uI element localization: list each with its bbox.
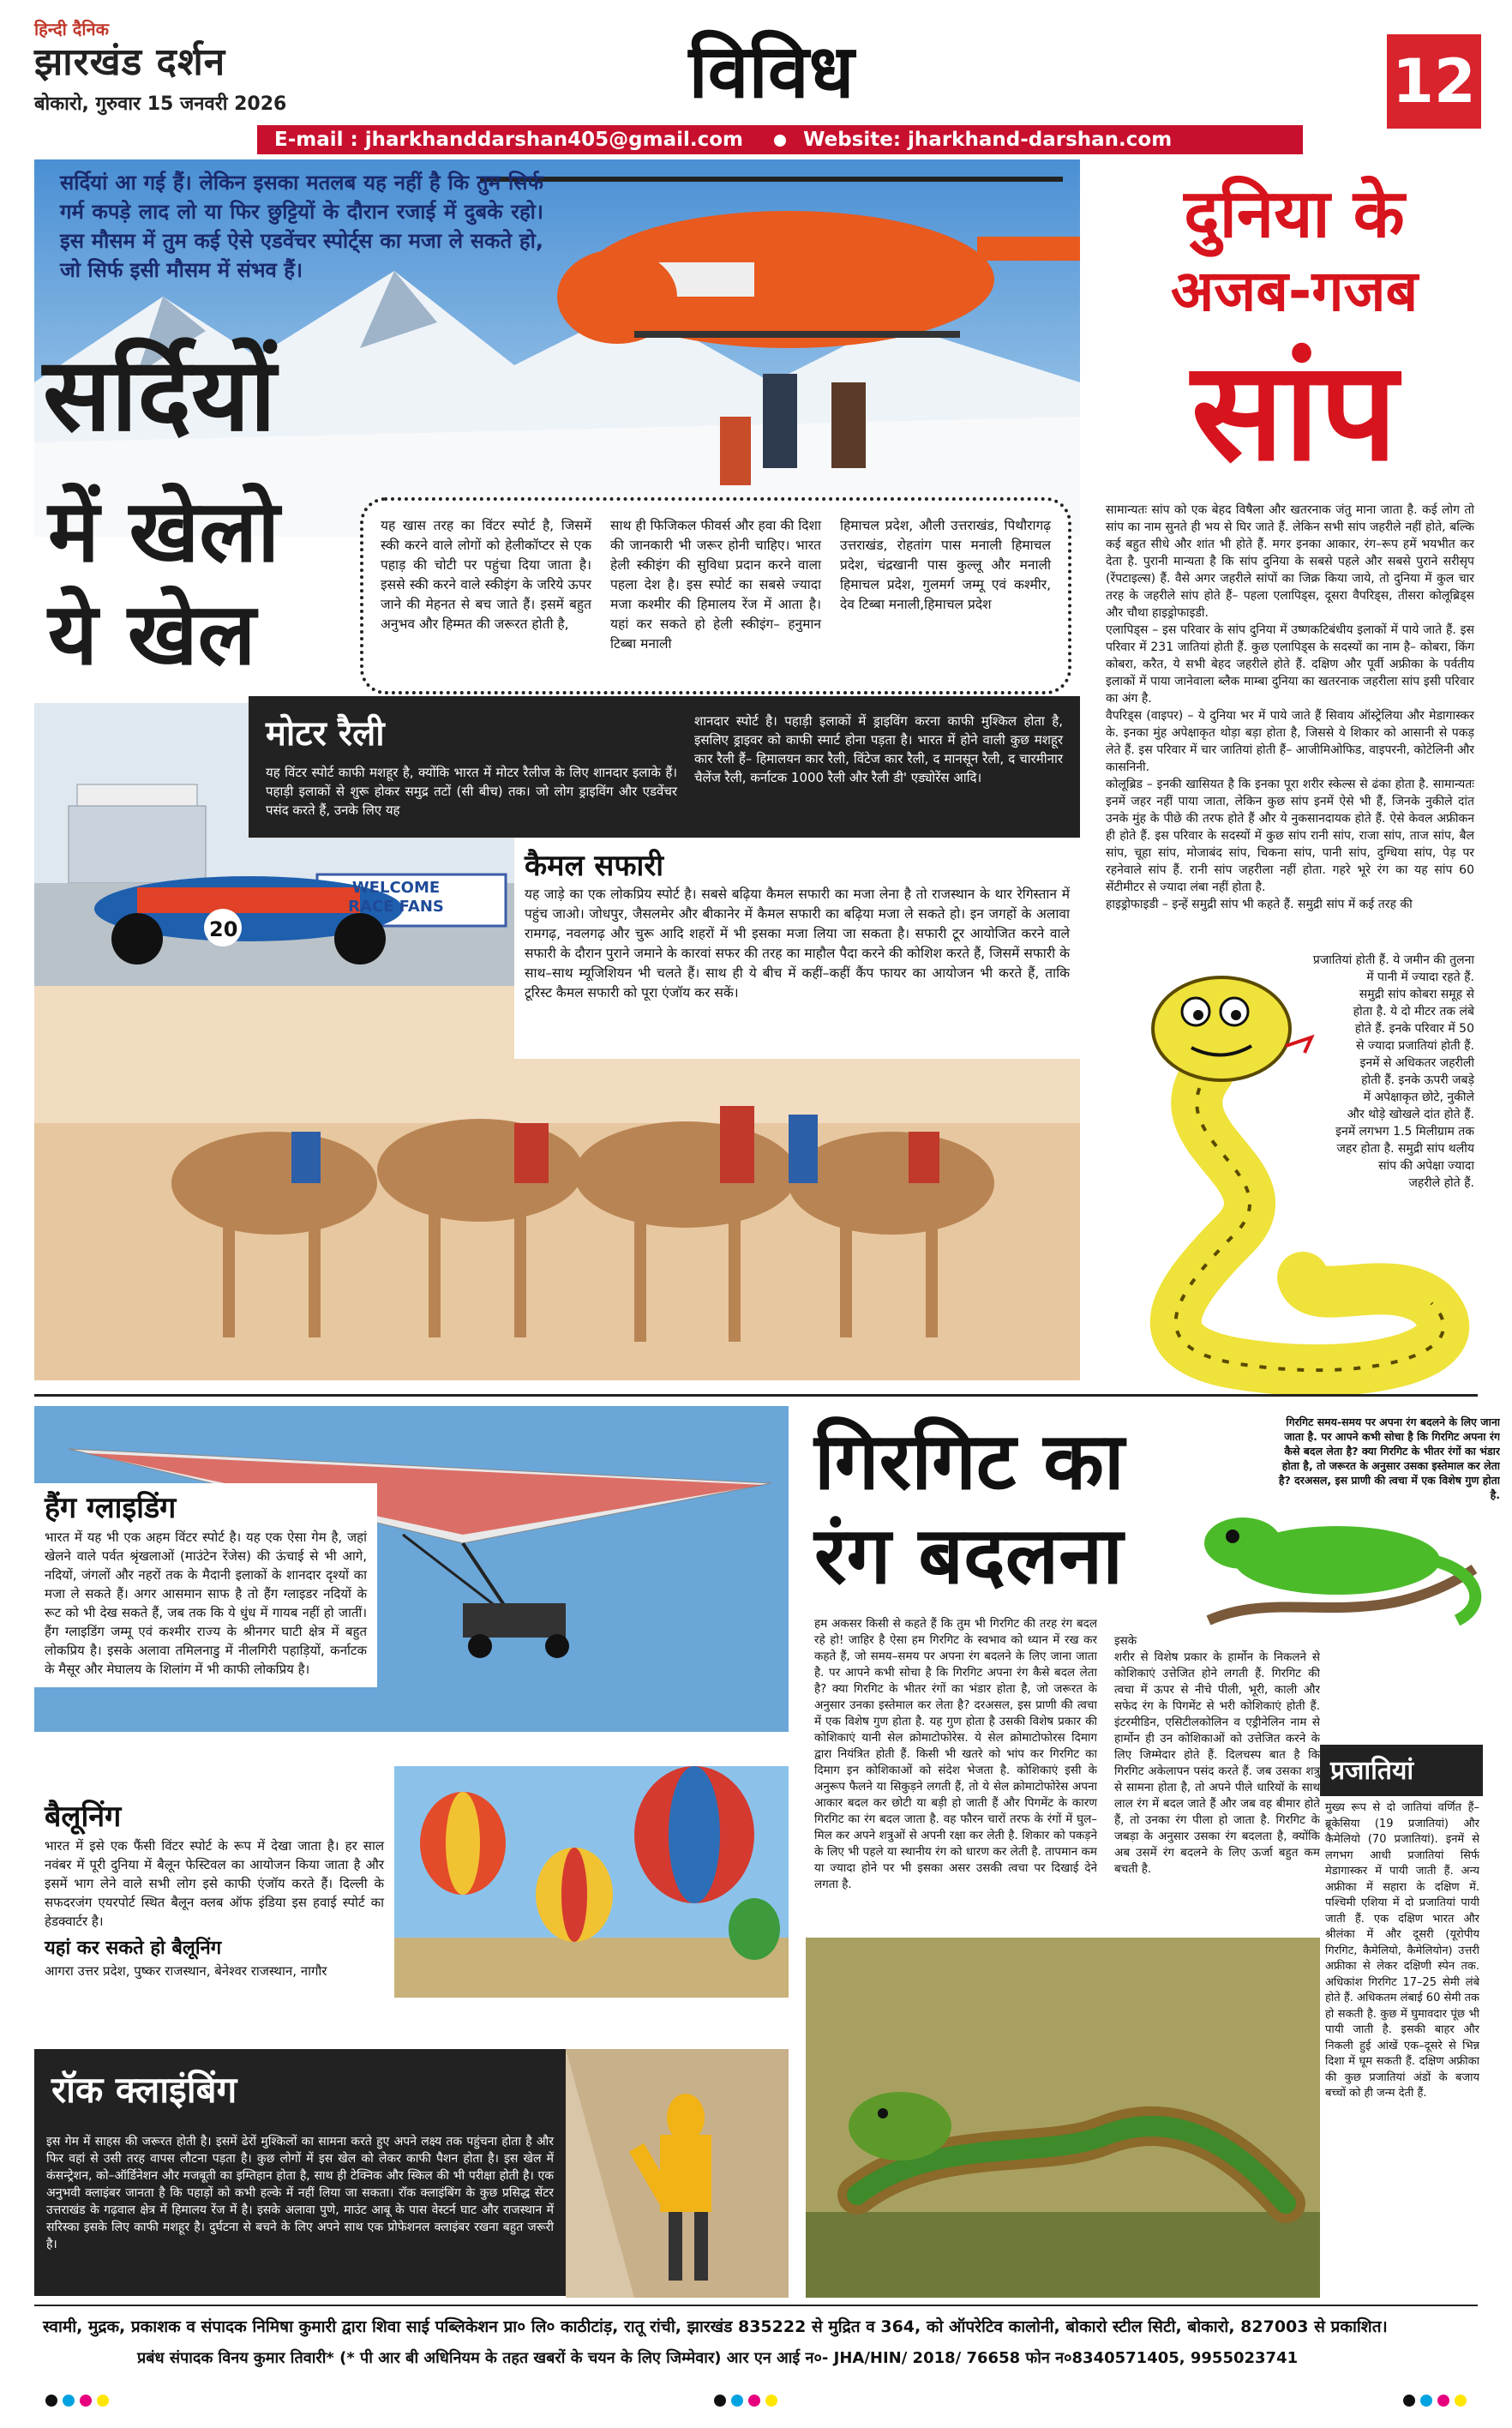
footer-rule [34,2305,1478,2306]
rock-climbing-heading: रॉक क्लाइंबिंग [51,2069,237,2111]
brand-name: झारखंड दर्शन [34,40,226,84]
heli-col-1: यह खास तरह का विंटर स्पोर्ट है, जिसमें स्की करने वाले लोगों को हेलीकॉप्टर से एक पहाड़ की चोटी पर पहुंचा दिया जाता है। इससे स्की करने वाले स्कीइंग के जरिये ऊपर जाने की मेहनत से बच जाते हैं। इसमें बहुत अनुभव और हिम्मत की जरूरत होती है, [381,518,591,632]
snakes-para-3: वैपरिड्स (वाइपर) – ये दुनिया भर में पाये जाते हैं सिवाय ऑस्ट्रेलिया और मेडागास्कर के. इनका मुंह अपेक्षाकृत थोड़ा बड़ा होता है, जिससे ये शिकार को आसानी से पकड़ लेते हैं. इस परिवार में चार जातियां होती हैं– आजीमिओफिड, वाइपरनी, कोटेलिनी और कासनिनी. [1106,709,1474,774]
snakes-para-5-line: सांप की अपेक्षा ज्यादा [1378,1159,1474,1173]
snakes-title-line3: सांप [1191,331,1398,491]
snakes-para-5-line: प्रजातियां होती हैं. ये जमीन की तुलना [1312,953,1474,967]
winter-title-line2: में खेलो [48,481,280,581]
heli-col-3: हिमाचल प्रदेश, औली उत्तराखंड, पिथौरागढ़ उत्तराखंड, रोहतांग पास मनाली हिमाचल प्रदेश, चंद्रखानी पास कुल्लू और मनाली हिमाचल प्रदेश, गुलमर्ग जम्मू एवं कश्मीर, देव टिब्बा मनाली,हिमाचल प्रदेश [840,518,1051,612]
chameleon-body: हम अकसर किसी से कहते हैं कि तुम भी गिरगिट की तरह रंग बदल रहे हो! जाहिर है ऐसा हम गिरगिट के स्वभाव को ध्यान में रख कर कहते हैं, जो समय–समय पर अपना रंग बदलने के लिए जाना जाता है. पर आपने कभी सोचा है कि गिरगिट अपना रंग कैसे बदल लेता है? क्या गिरगिट के भीतर रंगों का भंडार होता है, जो जरूरत के अनुसार उनका इस्तेमाल कर लेता है? दरअसल, इस प्राणी की त्वचा में एक विशेष गुण होता है. यह गुण होता है उसकी विशेष प्रकार की कोशिकाएं यानी सेल क्रोमाटोफोरेस. ये सेल क्रोमाटोफोरस दिमाग द्वारा नियंत्रित होती हैं. किसी भी खतरे को भांप कर गिरगिट का दिमाग इन कोशिकाओं को संदेश भेजता है. कोशिकाएं इसी के अनुरूप फैलने या सिकुड़ने लगती हैं, तो ये सेल क्रोमाटोफोरेस अपना आकार बदल कर छोटी या बड़ी हो जाती हैं और पिगमेंट के कारण गिरगिट का रंग बदल जाता है. वह फौरन चारों तरफ के रंगों में घुल–मिल कर अपने शत्रुओं से अपनी रक्षा कर लेती है. शिकार को पकड़ने के लिए भी पहले या स्थानीय रंग को धारण कर लेती है. तापमान कम या ज्यादा होने पर भी इसका असर उसकी त्वचा पर दिखाई देने लगता है. [814,1617,1097,1891]
camel-safari-heading: कैमल सफारी [525,849,664,883]
snakes-para-5-line: और थोड़े खोखले दांत होते हैं. [1347,1108,1474,1121]
species-heading-box [1320,1745,1483,1796]
chameleon-body2-box [1114,1633,1320,1916]
hang-gliding-text: भारत में यह भी एक अहम विंटर स्पोर्ट है। यह एक ऐसा गेम है, जहां खेलने वाले पर्वत श्रृंखलाओं (माउंटेन रेंजेस) की ऊंचाई से भी आगे, नदियों, जंगलों और नहरों तक के मैदानी इलाकों के शानदार दृश्यों का मजा ले सकते हैं। अगर आसमान साफ है तो हैंग ग्लाइडर नदियों के रूट को भी देख सकते हैं, जब तक कि ये धुंध में गायब नहीं हो जातीं। हैंग ग्लाइडिंग जम्मू एवं कश्मीर राज्य के श्रीनगर घाटी क्षेत्र में बहुत लोकप्रिय है। इसके अलावा तमिलनाडु में नीलगिरी पहाड़ियों, कर्नाटक के मैसूर और मेघालय के शिलांग में भी काफी लोकप्रिय है। [45,1530,367,1677]
page-number: 12 [1387,34,1481,129]
snakes-para-4: कोलूब्रिड – इनकी खासियत है कि इनका पूरा शरीर स्केल्स से ढंका होता है. सामान्यतः इनमें जहर नहीं पाया जाता, लेकिन कुछ सांप इनमें ऐसे भी हैं, जिनके नुकीले दांत उनके मुंह के पीछे की तरफ होते हैं और ये नुकसानदायक होते हैं. ऐसे केवल अफ्रीकन ही होते हैं. इस परिवार के सदस्यों में कुछ सांप रानी सांप, राजा सांप, ताज सांप, बैल सांप, चूहा सांप, मोजाबंद सांप, चिकना सांप, पानी सांप, दुग्धिया सांप, पेड़ पर रहनेवाले सांप हैं. रानी सांप जहरीला नहीं होता. गहरे भूरे रंग का यह सांप 60 सेंटीमीटर से ज्यादा लंबा नहीं होता है. [1106,778,1474,894]
chameleon-side-note-box [1269,1415,1500,1603]
intro-text: सर्दियां आ गई हैं। लेकिन इसका मतलब यह नहीं है कि तुम सिर्फ गर्म कपड़े लाद लो या फिर छुट्टियों के दौरान रजाई में दुबके रहो। इस मौसम में तुम कई ऐसे एडवेंचर स्पोर्ट्स का मजा ले सकते हो, जो सिर्फ इसी मौसम में संभव हैं। [60,171,543,282]
snakes-para-1: सामान्यतः सांप को एक बेहद विषैला और खतरनाक जंतु माना जाता है. कई लोग तो सांप का नाम सुनते ही भय से घिर जाते हैं. लेकिन सभी सांप जहरीले नहीं होते, बल्कि कई बहुत सीधे और शांत भी होते हैं. मगर इनका आकार, रंग–रूप हमें भयभीत कर देता है. पुरानी मान्यता है कि सांप दुनिया के सबसे पहले और सबसे पुराने सरीसृप (रेंपटाइल्स) हैं. वैसे अगर जहरीले सांपों का जिक्र किया जाये, तो दुनिया में कुल चार तरह के जहरीले सांप होते हैं– पहला एलापिड्स, दूसरा वैपरिड्स, तीसरा कोलूब्रिड्स और चौथा हाइड्रोफाइडी. [1106,503,1474,620]
snakes-para-5-line: समुद्री सांप कोबरा समूह से [1359,988,1474,1001]
intro-panel [34,159,557,305]
chameleon-side-note: गिरगिट समय-समय पर अपना रंग बदलने के लिए जाना जाता है. पर आपने कभी सोचा है कि गिरगिट अपना रंग कैसे बदल लेता है? क्या गिरगिट के भीतर रंगों का भंडार होता है, तो जरूरत के अनुसार उसका इस्तेमाल कर लेता है? दरअसल, इस प्राणी की त्वचा में एक विशेष गुण होता है. [1278,1415,1500,1501]
winter-title-line3: ये खेल [48,584,256,684]
motor-rally-heading: मोटर रैली [266,714,385,754]
snakes-para-5: हाइड्रोफाइडी – इन्हें समुद्री सांप भी कहते हैं. समुद्री सांप में कई तरह की [1106,898,1413,911]
website-text: Website: jharkhand-darshan.com [803,129,1173,151]
ballooning-text: भारत में इसे एक फैंसी विंटर स्पोर्ट के रूप में देखा जाता है। हर साल नवंबर में पूरी दुनिया में बैलून फेस्टिवल का आयोजन किया जाता है और इसमें भाग लेने वाले सभी लोग इसे काफी एंजॉय करते हैं। दिल्ली के सफदरजंग एयरपोर्ट स्थित बैलून क्लब ऑफ इंडिया इस हवाई स्पोर्ट का हेडक्वार्टर है। [45,1838,384,1929]
species-text-box [1325,1800,1479,2298]
rock-climbing-text-box [34,2128,566,2296]
snakes-para-2: एलापिड्स – इस परिवार के सांप दुनिया में उष्णकटिबंधीय इलाकों में पाये जाते हैं. इस परिवार में 231 जातियां होती हैं. कुछ एलापिड्स के सदस्यों का नाम है– कोबरा, किंग कोबरा, करैत, ये सभी बेहद जहरीले होते हैं. दक्षिण और पूर्वी अफ्रीका के पर्वतीय इलाकों में पाया जानेवाला ब्लैक माम्बा दुनिया का खतरनाक जहरीला सांप इसी परिवार का अंग है. [1106,623,1474,706]
chameleon-body2-lead: इसके [1114,1634,1137,1648]
section-divider [34,1394,1478,1397]
rock-climber-photo [566,2049,789,2298]
winter-title-line1: सर्दियों [43,335,276,454]
bullet-icon [774,135,786,147]
footer-line-1: स्वामी, मुद्रक, प्रकाशक व संपादक निमिषा कुमारी द्वारा शिवा साई पब्लिकेशन प्रा० लि० काठीटांड़, रातू रांची, झारखंड 835222 से मुद्रित व 364, को ऑपरेटिव कालोनी, बोकारो स्टील सिटी, बोकारो, 827003 से प्रकाशित। [43,2317,1388,2336]
chameleon-body-box [814,1616,1097,1942]
ballooning-where-heading: यहां कर सकते हो बैलूनिंग [45,1938,222,1959]
snakes-title-line1: दुनिया के [1184,176,1405,253]
rock-climbing-text: इस गेम में साहस की जरूरत होती है। इसमें ढेरों मुश्किलों का सामना करते हुए अपने लक्ष्य तक पहुंचना होता है और फिर वहां से उसी तरह वापस लौटना पड़ता है। कुछ लोगों में इस खेल को लेकर काफी पैशन होता है। इस खेल में कंसन्ट्रेशन, को–ऑर्डिनेशन और मजबूती का इम्तिहान होता है, साथ ही टेक्निक और स्किल की भी परीक्षा होती है। एक अनुभवी क्लाइंबर जानता है कि पहाड़ों को कभी हल्के में नहीं लिया जा सकता। रॉक क्लाइंबिंग के कुछ प्रसिद्ध सेंटर उत्तराखंड के गढ़वाल क्षेत्र में हिमालय रेंज में है। इसके अलावा पुणे, माउंट आबू के पास वेस्टर्न घाट और राजस्थान में सरिस्का इसके लिए काफी मशहूर है। दुर्घटना से बचने के लिए अपने साथ एक प्रोफेशनल क्लाइंबर रखना बहुत जरूरी है। [46,2135,554,2251]
hang-gliding-heading: हैंग ग्लाइडिंग [45,1491,177,1525]
race-car-number: 20 [209,917,238,941]
snakes-para-5-continued [1260,952,1474,1192]
email-text: E-mail : jharkhanddarshan405@gmail.com [274,129,744,151]
snakes-title-line2: अजब-गजब [1170,258,1419,324]
snakes-para-5-line: जहर होता है. समुद्री सांप थलीय [1336,1142,1474,1156]
contact-bar [257,125,1303,154]
motor-rally-panel [249,696,1080,838]
snakes-article [1106,502,1474,913]
snakes-para-5-line: होते हैं. इनके परिवार में 50 [1354,1022,1474,1036]
species-heading: प्रजातियां [1330,1756,1414,1786]
snakes-para-5-line: होती हैं. इनके ऊपरी जबड़े [1361,1073,1474,1087]
camel-safari-text: यह जाड़े का एक लोकप्रिय स्पोर्ट है। सबसे बढ़िया कैमल सफारी का मजा लेना है तो राजस्थान के थार रेगिस्तान में पहुंच जाओ। जोधपुर, जैसलमेर और बीकानेर में कैमल सफारी का बढ़िया मजा ले सकते हो। इन जगहों के अलावा रामगढ़, नवलगढ़ और चुरू आदि शहरों में भी इसका मजा लिया जा सकता है। सफारी टूर आयोजित करने वाले सफारी के दौरान पुराने जमाने के कारवां सफर की तरह का माहौल पैदा करने की कोशिश करते हैं, जिसमें सफारी के साथ–साथ म्यूजिशियन भी चलते हैं। साथ ही ये बीच में कहीं–कहीं कैंप फायर का आयोजन भी करते हैं, ताकि टूरिस्ट कैमल सफारी को पूरा एंजॉय कर सकें। [525,886,1070,1001]
species-text: मुख्य रूप से दो जातियां वर्णित हैं– ब्रूकेसिया (19 प्रजातियां) और कैमेलियो (70 प्रजातियां). इनमें से लगभग आधी प्रजातियां सिर्फ मेडागास्कर में पायी जाती हैं. अन्य अफ्रीका में सहारा के दक्षिण में. पश्चिमी एशिया में दो प्रजातियां पायी जाती हैं. एक दक्षिण भारत और श्रीलंका में और दूसरी (यूरोपीय गिरगिट, कैमेलियो, कैमेलियोन) उत्तरी अफ्रीका से लेकर दक्षिणी स्पेन तक. अधिकांश गिरगिट 17–25 सेमी लंबे होते हैं. अधिकतम लंबाई 60 सेमी तक हो सकती है. कुछ में घुमावदार पूंछ भी पायी जाती है. इसकी बाहर और निकली हुई आंखें एक–दूसरे से भिन्न दिशा में घूम सकती हैं. दक्षिण अफ्रीका की कुछ प्रजातियां अंडों के बजाय बच्चों को ही जन्म देती हैं. [1325,1801,1479,2100]
rock-climbing-heading-box [34,2049,566,2128]
snakes-para-5-line: इनमें लगभग 1.5 मिलीग्राम तक [1335,1125,1474,1139]
heli-col-2: साथ ही फिजिकल फीवर्स और हवा की दिशा की जानकारी भी जरूर होनी चाहिए। भारत हेली स्कीइंग की सुविधा प्रदान करने वाला पहला देश है। इस स्पोर्ट का सबसे ज्यादा मजा कश्मीर की हिमालय रेंज में आता है। यहां कर सकते हो हेली स्कीइंग– हनुमान टिब्बा मनाली [610,518,821,652]
motor-rally-text-2: शानदार स्पोर्ट है। पहाड़ी इलाकों में ड्राइविंग करना काफी मुश्किल होता है, इसलिए ड्राइवर को काफी स्मार्ट होना पड़ता है। भारत में होने वाली कुछ मशहूर कार रैली हैं– हिमालयन कार रैली, विंटेज कार रैली, द मानसून रैली, द चारमीनार चैलेंज रैली, कर्नाटक 1000 रैली और रैली डी' एड्योरेंस आदि। [694,713,1063,785]
section-title: विविध [688,28,855,115]
footer-line-2: प्रबंध संपादक विनय कुमार तिवारी* (* पी आर बी अधिनियम के तहत खबरों के चयन के लिए जिम्मेवार) आर एन आई न०- JHA/HIN/ 2018/ 76658 फोन न०8340571405, 9955023741 [137,2349,1299,2367]
heli-skiing-box [360,497,1071,694]
lizard-photo [806,1938,1320,2298]
snakes-para-5-line: इनमें से अधिकतर जहरीली [1359,1056,1474,1070]
print-registration-marks [34,2392,1478,2409]
camel-safari-box [514,840,1080,1059]
ballooning-box [34,1792,394,1986]
race-banner: WELCOME RACE FANS [348,879,444,916]
ballooning-heading: बैलूनिंग [45,1800,122,1834]
dateline: बोकारो, गुरुवार 15 जनवरी 2026 [34,93,287,115]
chameleon-body2: शरीर से विशेष प्रकार के हार्मोन के निकलने से कोशिकाएं उत्तेजित होने लगती हैं. गिरगिट की त्वचा में ऊपर से नीचे पीली, भूरी, काली और सफेद रंग के पिगमेंट से भरी कोशिकाएं होती हैं. इंटरमीडिन, एसिटीलकोलिन व एड्रीनेलिन नाम से हार्मोन ही उन कोशिकाओं को उत्तेजित करने के लिए जिम्मेदार होते हैं. दिलचस्प बात है कि गिरगिट अकेलापन पसंद करते हैं. जब उसका शत्रु से सामना होता है, तो अपने पीले धारियों के साथ लाल रंग में बदल जाते हैं और जब वह बीमार होते हैं, तो उनका रंग पीला हो जाता है. गिरगिट के जबड़ा के अनुसार उसका रंग बदलता है, क्योंकि अब उसमें रंग बदलने के लिए ऊर्जा बहुत कम बचती है. [1114,1650,1320,1876]
snakes-para-5-line: जहरीले होते हैं. [1408,1176,1474,1190]
snakes-para-5-line: होता है. ये दो मीटर तक लंबे [1353,1005,1474,1019]
snakes-para-5-line: में अपेक्षाकृत छोटे, नुकीले [1363,1091,1474,1104]
ballooning-where-text: आगरा उत्तर प्रदेश, पुष्कर राजस्थान, बेनेश्वर राजस्थान, नागौर [45,1963,327,1979]
balloon-photo [394,1766,789,1998]
brand-tagline: हिन्दी दैनिक [34,19,110,39]
chameleon-title-line1: गिरगिट का [814,1415,1125,1507]
snakes-para-5-line: से ज्यादा प्रजातियां होती हैं. [1356,1039,1474,1053]
chameleon-title-line2: रंग बदलना [814,1510,1124,1602]
hang-gliding-box [34,1483,377,1687]
motor-rally-text: यह विंटर स्पोर्ट काफी मशहूर है, क्योंकि भारत में मोटर रैलीज के लिए शानदार इलाके हैं। पहाड़ी इलाकों से शुरू होकर समुद्र तटों (सी बीच) तक। जो लोग ड्राइविंग और एडवेंचर पसंद करते हैं, उनके लिए यह [266,765,677,818]
snakes-para-5-line: में पानी में ज्यादा रहते हैं. [1366,971,1474,984]
